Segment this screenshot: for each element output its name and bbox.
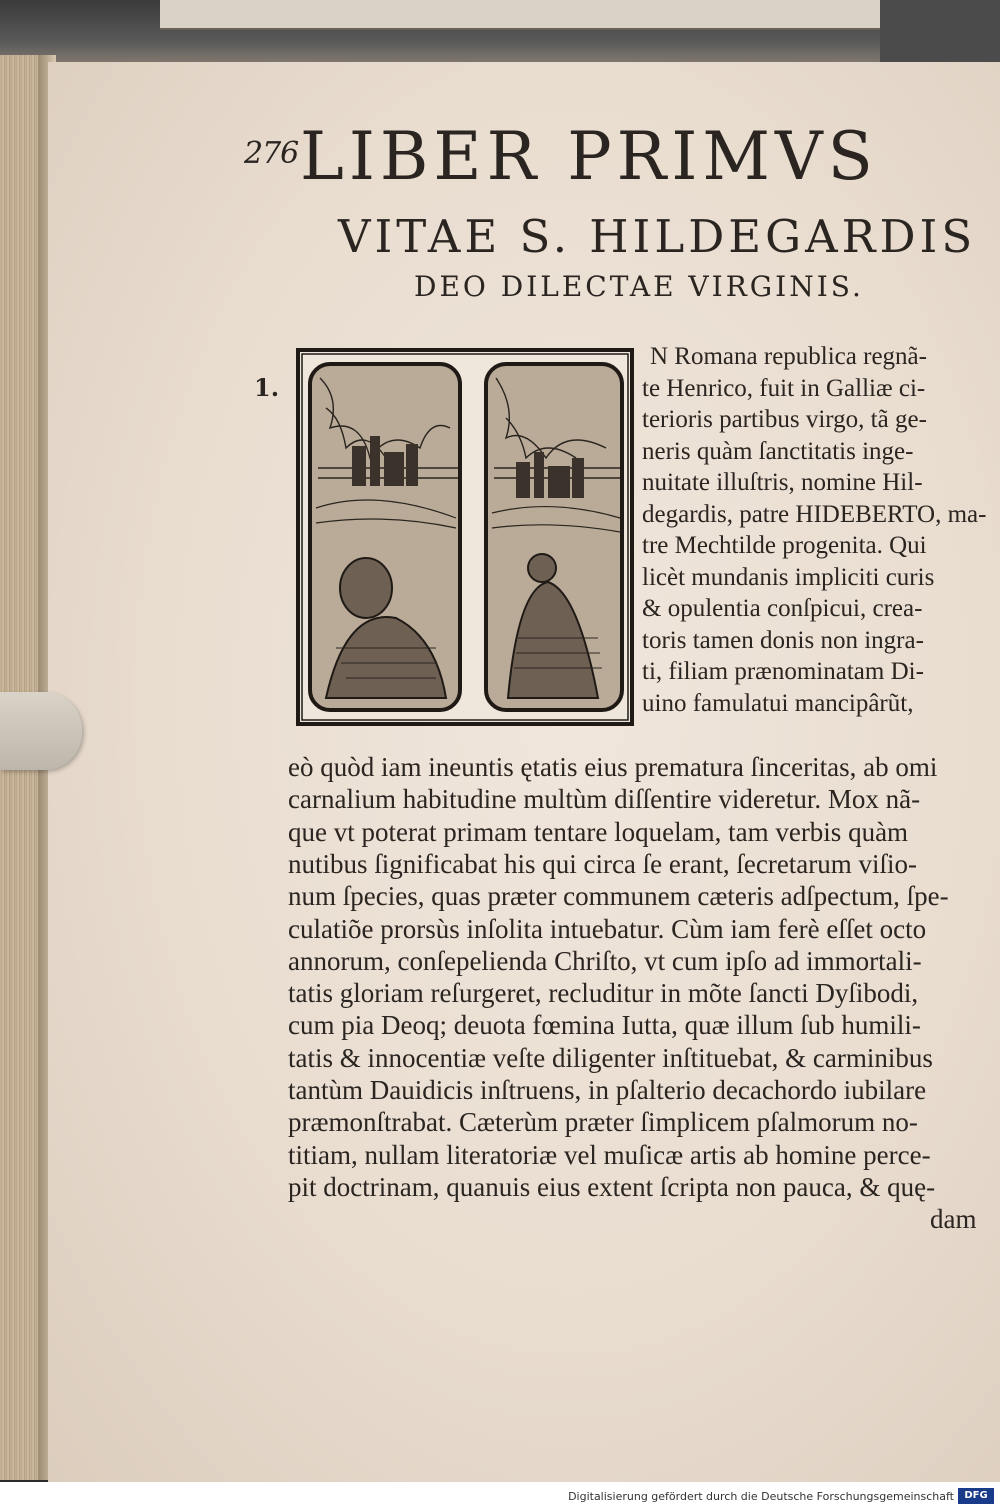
- text-line: degardis, patre HIDEBERTO, ma-: [642, 500, 987, 528]
- page-subtitle-2: DEO DILECTAE VIRGINIS.: [414, 270, 864, 303]
- text-line: eò quòd iam ineuntis ętatis eius prematura ſinceritas, ab omi: [288, 752, 938, 782]
- woodcut-initial-illustration: [296, 348, 634, 726]
- text-line: tatis & innocentiæ veſte diligenter inſtituebat, & carminibus: [288, 1042, 933, 1073]
- text-line: dam: [930, 1204, 977, 1235]
- text-line: carnalium habitudine multùm diſſentire videretur. Mox nã-: [288, 784, 921, 815]
- text-line: licèt mundanis impliciti curis: [642, 563, 935, 591]
- text-line: annorum, conſepelienda Chriſto, vt cum ipſo ad immortali-: [288, 945, 922, 976]
- text-line: N Romana republica regnã-: [650, 343, 927, 370]
- footer-bar: [0, 1482, 1000, 1511]
- text-line: nuitate illuſtris, nomine Hil-: [642, 469, 923, 496]
- book-cover-edge: [160, 0, 880, 30]
- text-line: neris quàm ſanctitatis inge-: [642, 437, 914, 465]
- text-line: num ſpecies, quas præter communem cæteris adſpectum, ſpe-: [288, 881, 949, 912]
- text-line: ti, filiam prænominatam Di-: [642, 658, 924, 685]
- page-title: LIBER PRIMVS: [300, 118, 878, 195]
- text-line: & opulentia conſpicui, crea-: [642, 595, 923, 622]
- text-line: tatis gloriam reſurgeret, recluditur in mõte ſancti Dyſibodi,: [288, 978, 919, 1009]
- text-line: te Henrico, fuit in Galliæ ci-: [642, 374, 926, 402]
- text-line: toris tamen donis non ingra-: [642, 626, 924, 654]
- text-line: que vt poterat primam tentare loquelam, tam verbis quàm: [288, 816, 909, 847]
- text-line: terioris partibus virgo, tã ge-: [642, 406, 927, 433]
- text-line: uino famulatui mancipârũt,: [642, 689, 914, 717]
- text-line: tantùm Dauidicis inſtruens, in pſalterio decachordo iubilare: [288, 1075, 927, 1105]
- dfg-logo: DFG: [958, 1488, 994, 1504]
- footer-credit: Digitalisierung gefördert durch die Deutsche Forschungsgemeinschaft: [568, 1490, 954, 1503]
- text-line: culatiõe prorsùs inſolita intuebatur. Cùm iam ferè eſſet octo: [288, 913, 927, 944]
- book-cover-corner: [880, 0, 1000, 70]
- text-line: titiam, nullam literatoriæ vel muſicæ artis ab homine perce-: [288, 1139, 931, 1170]
- text-line: nutibus ſignificabat his qui circa ſe erant, ſecretarum viſio-: [288, 848, 918, 879]
- text-line: pit doctrinam, quanuis eius extent ſcripta non pauca, & quę-: [288, 1171, 936, 1202]
- page-number: 276: [244, 136, 299, 171]
- text-line: præmonſtrabat. Cæterùm præter ſimplicem pſalmorum no-: [288, 1107, 918, 1138]
- page-clip: [0, 692, 82, 770]
- text-line: cum pia Deoq; deuota fœmina Iutta, quæ illum ſub humili-: [288, 1010, 921, 1041]
- margin-number: 1.: [254, 373, 280, 402]
- text-line: tre Mechtilde progenita. Qui: [642, 532, 927, 559]
- page-subtitle: VITAE S. HILDEGARDIS: [338, 210, 977, 263]
